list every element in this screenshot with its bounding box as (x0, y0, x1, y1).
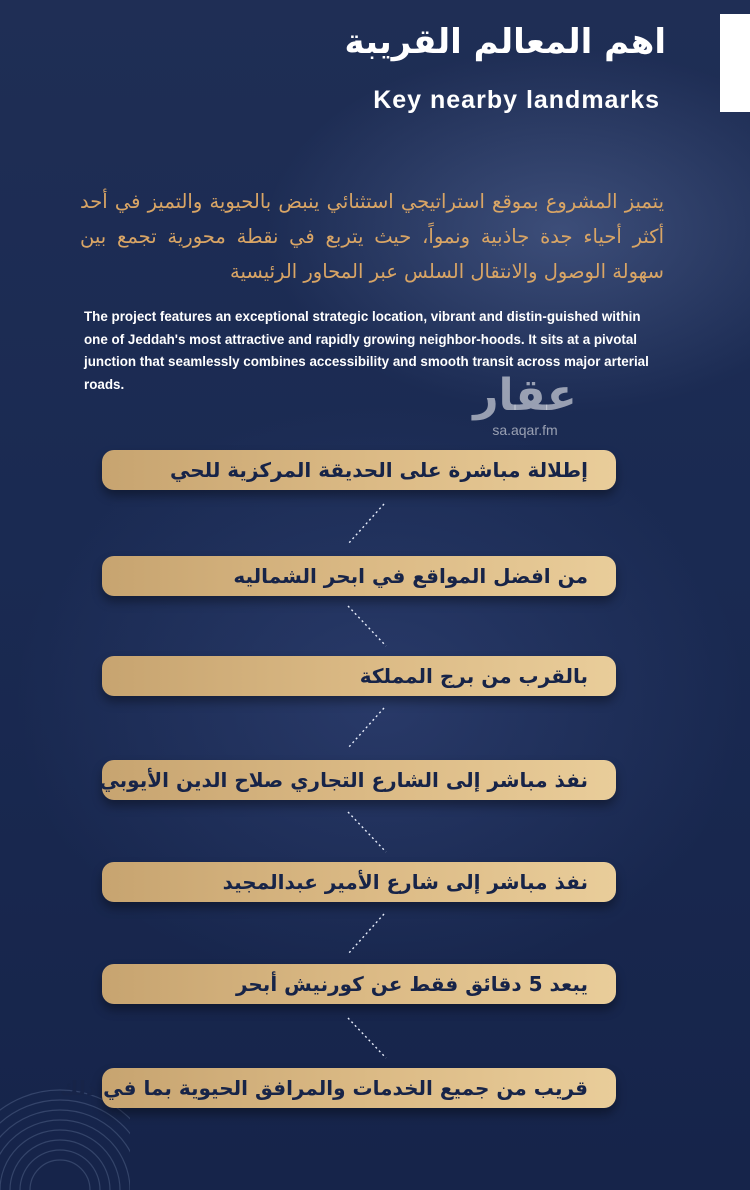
aqar-logo-text: عقار (473, 370, 577, 421)
page-title-english: Key nearby landmarks (373, 86, 660, 114)
connector-dotted-line-6 (344, 1016, 390, 1060)
landmark-label: نفذ مباشر إلى الشارع التجاري صلاح الدين الأيوبي (99, 768, 588, 792)
landmark-label: بالقرب من برج المملكة (359, 664, 588, 688)
landmark-item-2 (102, 556, 616, 596)
page-title-arabic: اهم المعالم القريبة (344, 22, 666, 62)
connector-dotted-line-4 (344, 810, 390, 854)
landmark-item-4 (99, 760, 616, 800)
landmark-item-3 (102, 656, 616, 696)
connector-dotted-line-2 (344, 604, 390, 648)
landmark-item-7 (59, 1068, 616, 1108)
landmark-label: نفذ مباشر إلى شارع الأمير عبدالمجيد (222, 870, 588, 894)
landmark-label: قريب من جميع الخدمات والمرافق الحيوية بما في ذلك (59, 1076, 588, 1100)
landmark-label: من افضل المواقع في ابحر الشماليه (233, 564, 588, 588)
connector-dotted-line-3 (344, 706, 390, 750)
landmark-label: يبعد 5 دقائق فقط عن كورنيش أبحر (235, 972, 588, 996)
intro-paragraph-english: The project features an exceptional strategic location, vibrant and distin-guished within one of Jeddah's most attractive and rapidly growing neighbor-hoods. It sits at a pivotal junction that seamlessly combines accessibility and smooth transit across major arterial roads. (84, 309, 649, 392)
intro-paragraph-arabic: يتميز المشروع بموقع استراتيجي استثنائي ينبض بالحيوية والتميز في أحد أكثر أحياء جدة جاذبية ونمواً، حيث يتربع في نقطة محورية تجمع بين سهولة الوصول والانتقال السلس عبر المحاور الرئيسية (80, 190, 664, 283)
connector-dotted-line-5 (344, 912, 390, 956)
landmark-label: إطلالة مباشرة على الحديقة المركزية للحي (170, 458, 588, 482)
connector-dotted-line-1 (344, 502, 390, 546)
landmark-item-6 (102, 964, 616, 1004)
aqar-watermark (470, 370, 580, 438)
landmark-item-5 (102, 862, 616, 902)
edge-white-bar (720, 14, 750, 112)
landmark-item-1 (102, 450, 616, 490)
aqar-url: sa.aqar.fm (492, 422, 558, 438)
